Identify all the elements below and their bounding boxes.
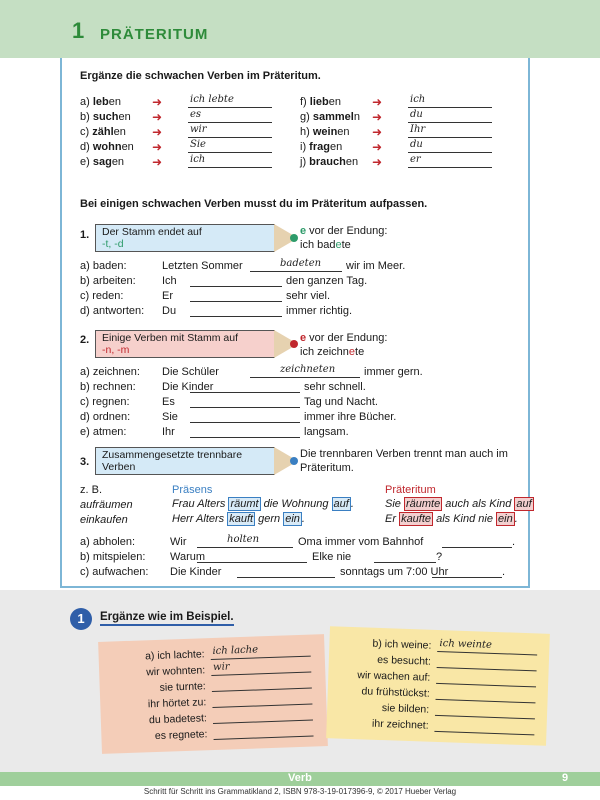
answer-line[interactable] — [408, 156, 492, 168]
sentence-start: Ich — [162, 275, 177, 287]
rule-1-pencil — [95, 224, 275, 252]
answer-line[interactable] — [408, 96, 492, 108]
handwritten-answer: es — [190, 109, 202, 120]
answer-line[interactable] — [434, 720, 534, 735]
verb-row: h) weinen — [300, 126, 350, 138]
handwritten-answer: er — [410, 154, 421, 165]
answer-line[interactable] — [436, 688, 536, 703]
card-item-label: a) ich lachte: — [144, 648, 205, 663]
verb-row: e) sagen — [80, 156, 125, 168]
answer-line[interactable] — [197, 536, 293, 548]
sentence-end: den ganzen Tag. — [286, 275, 368, 287]
sentence-end: immer ihre Bücher. — [304, 411, 397, 423]
sentence-start: Wir — [170, 536, 187, 548]
answer-line[interactable] — [237, 566, 335, 578]
verb-row: c) zählen — [80, 126, 126, 138]
arrow-icon: ➜ — [372, 155, 383, 169]
handwritten-answer: du — [410, 139, 423, 150]
rule-1-note: e vor der Endung: ich badete — [300, 225, 388, 251]
answer-line[interactable] — [250, 260, 342, 272]
handwritten-answer: ich lebte — [190, 94, 234, 105]
card-item-label: wir wohnten: — [146, 664, 206, 679]
rule-1-number: 1. — [80, 229, 90, 241]
card-item-label: sie bilden: — [381, 702, 430, 716]
separable-verb-label: a) abholen: — [80, 536, 136, 548]
copyright-credit: Schritt für Schritt ins Grammatikland 2, ISBN 978-3-19-017396-9, © 2017 Hueber Verlag — [143, 787, 457, 796]
rule-row-label: e) atmen: — [80, 426, 127, 438]
handwritten-answer: ich weinte — [439, 638, 493, 651]
handwritten-answer: Ihr — [410, 124, 426, 135]
answer-line[interactable] — [432, 566, 502, 578]
card-a — [98, 634, 328, 754]
rule-row-label: b) rechnen: — [80, 381, 136, 393]
answer-line[interactable] — [435, 704, 535, 719]
arrow-icon: ➜ — [152, 155, 163, 169]
answer-line[interactable] — [190, 290, 282, 302]
arrow-icon: ➜ — [152, 95, 163, 109]
answer-line[interactable] — [188, 141, 272, 153]
answer-line[interactable] — [188, 96, 272, 108]
rule-2-note: e vor der Endung: ich zeichnete — [300, 332, 388, 358]
exercise-1-instruction: Ergänze wie im Beispiel. — [100, 611, 234, 626]
handwritten-answer: Sie — [190, 139, 206, 150]
sentence-punct: ? — [436, 551, 443, 563]
verb-aufraeumen: aufräumen — [80, 499, 133, 511]
praeteritum-row-1: Sie räumte auch als Kind auf — [385, 498, 532, 510]
answer-line[interactable] — [250, 366, 360, 378]
rule-2-pencil — [95, 330, 275, 358]
answer-line[interactable] — [408, 111, 492, 123]
separable-verb-label: b) mitspielen: — [80, 551, 146, 563]
answer-line[interactable] — [188, 156, 272, 168]
arrow-icon: ➜ — [152, 110, 163, 124]
sentence-end: wir im Meer. — [346, 260, 406, 272]
verb-row: d) wohnen — [80, 141, 134, 153]
answer-line[interactable] — [190, 275, 282, 287]
answer-line[interactable] — [212, 693, 312, 708]
answer-line[interactable] — [188, 111, 272, 123]
answer-line[interactable] — [374, 551, 436, 563]
sentence-start: Die Schüler — [162, 366, 219, 378]
sentence-start: Letzten Sommer — [162, 260, 243, 272]
sentence-end: sehr schnell. — [304, 381, 366, 393]
sentence-start: Die Kinder — [170, 566, 222, 578]
card-item-label: du badetest: — [148, 712, 208, 727]
card-item-label: sie turnte: — [159, 680, 206, 694]
sentence-punct: . — [512, 536, 516, 548]
answer-line[interactable] — [408, 126, 492, 138]
rule-row-label: d) antworten: — [80, 305, 145, 317]
exercise-box — [60, 58, 530, 588]
sentence-end: Tag und Nacht. — [304, 396, 378, 408]
chapter-title: PRÄTERITUM — [100, 26, 209, 43]
answer-line[interactable] — [442, 536, 512, 548]
handwritten-answer: du — [410, 109, 423, 120]
sentence-start: Er — [162, 290, 173, 302]
example-label: z. B. — [80, 484, 103, 496]
verb-row: j) brauchen — [300, 156, 359, 168]
card-item-label: wir wachen auf: — [357, 669, 431, 684]
answer-line[interactable] — [190, 411, 300, 423]
page-header — [0, 0, 600, 58]
sentence-middle: Oma immer vom Bahnhof — [298, 536, 424, 548]
answer-line[interactable] — [210, 645, 310, 660]
answer-line[interactable] — [436, 672, 536, 687]
sentence-start: Es — [162, 396, 175, 408]
separable-verb-label: c) aufwachen: — [80, 566, 149, 578]
rule-row-label: a) zeichnen: — [80, 366, 140, 378]
praesens-header: Präsens — [172, 484, 213, 496]
sentence-punct: . — [502, 566, 506, 578]
sentence-end: immer richtig. — [286, 305, 353, 317]
exercise-number-badge: 1 — [70, 608, 92, 630]
praeteritum-row-2: Er kaufte als Kind nie ein . — [385, 513, 518, 525]
rule-row-label: c) regnen: — [80, 396, 130, 408]
sentence-end: sehr viel. — [286, 290, 331, 302]
handwritten-answer: ich — [410, 94, 426, 105]
card-b — [326, 626, 550, 746]
sentence-start: Warum — [170, 551, 206, 563]
answer-line[interactable] — [437, 640, 537, 655]
card-item-label: ihr zeichnet: — [371, 717, 429, 732]
answer-line[interactable] — [190, 381, 300, 393]
rule-row-label: d) ordnen: — [80, 411, 131, 423]
rule-row-label: a) baden: — [80, 260, 127, 272]
sentence-start: Sie — [162, 411, 178, 423]
answer-line[interactable] — [213, 725, 313, 740]
sentence-start: Ihr — [162, 426, 175, 438]
answer-line[interactable] — [212, 677, 312, 692]
instruction-2: Bei einigen schwachen Verben musst du im Präteritum aufpassen. — [80, 198, 428, 210]
sentence-end: immer gern. — [364, 366, 423, 378]
arrow-icon: ➜ — [372, 125, 383, 139]
praesens-row-1: Frau Alters räumt die Wohnung auf . — [172, 498, 354, 510]
chapter-number: 1 — [72, 18, 85, 43]
sentence-start: Du — [162, 305, 177, 317]
card-item-label: b) ich weine: — [372, 637, 432, 652]
arrow-icon: ➜ — [372, 140, 383, 154]
sentence-middle: Elke nie — [312, 551, 352, 563]
answer-line[interactable] — [408, 141, 492, 153]
verb-row: a) leben — [80, 96, 121, 108]
verb-row: f) lieben — [300, 96, 341, 108]
sentence-end: langsam. — [304, 426, 349, 438]
verb-row: g) sammeln — [300, 111, 360, 123]
sentence-middle: sonntags um 7:00 Uhr — [340, 566, 449, 578]
rule-2-label: Einige Verben mit Stamm auf -n, -m — [102, 332, 238, 356]
arrow-icon: ➜ — [372, 110, 383, 124]
answer-line[interactable] — [190, 426, 300, 438]
rule-3-label: Zusammengesetzte trennbare Verben — [102, 449, 243, 473]
page-footer — [0, 772, 600, 786]
answer-line[interactable] — [188, 126, 272, 138]
rule-1-label: Der Stamm endet auf -t, -d — [102, 226, 202, 250]
arrow-icon: ➜ — [152, 125, 163, 139]
verb-row: i) fragen — [300, 141, 343, 153]
card-item-label: es besucht: — [376, 653, 432, 668]
verb-row: b) suchen — [80, 111, 131, 123]
sentence-start: Die Kinder — [162, 381, 214, 393]
rule-row-label: c) reden: — [80, 290, 124, 302]
rule-row-label: b) arbeiten: — [80, 275, 136, 287]
handwritten-answer: ich — [190, 154, 206, 165]
rule-3-number: 3. — [80, 456, 90, 468]
handwritten-answer: holten — [227, 534, 260, 545]
handwritten-answer: wir — [190, 124, 207, 135]
answer-line[interactable] — [213, 709, 313, 724]
praeteritum-header: Präteritum — [385, 484, 436, 496]
answer-line[interactable] — [190, 396, 300, 408]
footer-label: Verb — [288, 772, 312, 784]
handwritten-answer: badeten — [280, 258, 322, 269]
page-number: 9 — [562, 772, 569, 784]
card-item-label: ihr hörtet zu: — [147, 696, 207, 711]
answer-line[interactable] — [190, 305, 282, 317]
handwritten-answer: ich lache — [212, 644, 259, 657]
card-item-label: du frühstückst: — [361, 685, 430, 700]
arrow-icon: ➜ — [372, 95, 383, 109]
arrow-icon: ➜ — [152, 140, 163, 154]
praesens-row-2: Herr Alters kauft gern ein . — [172, 513, 305, 525]
answer-line[interactable] — [437, 656, 537, 671]
verb-einkaufen: einkaufen — [80, 514, 128, 526]
rule-3-pencil — [95, 447, 275, 475]
answer-line[interactable] — [211, 661, 311, 676]
rule-3-note: Die trennbaren Verben trennt man auch im Präteritum. — [300, 448, 508, 474]
handwritten-answer: wir — [212, 661, 230, 673]
answer-line[interactable] — [197, 551, 307, 563]
rule-2-number: 2. — [80, 334, 90, 346]
card-item-label: es regnete: — [154, 728, 208, 743]
handwritten-answer: zeichneten — [280, 364, 336, 375]
instruction-1: Ergänze die schwachen Verben im Präteritum. — [80, 70, 321, 82]
